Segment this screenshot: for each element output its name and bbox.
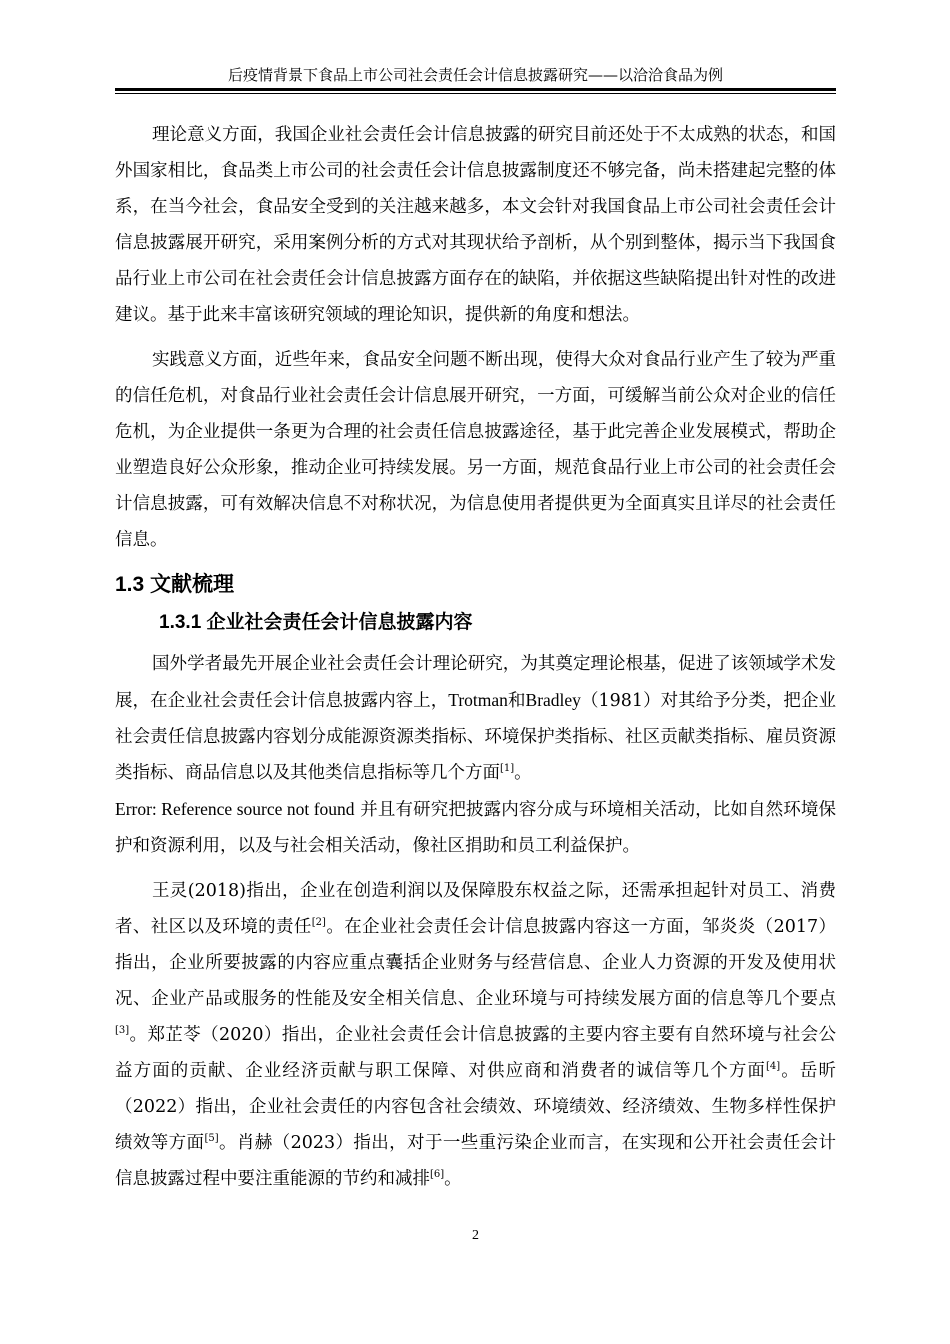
citation-ref-3[interactable]: [3] — [115, 1025, 130, 1037]
header-rule-thick — [115, 88, 836, 91]
text-run: 并且有研究把披露内容分成与环境相关活动，比如自然环境保护和资源利用，以及与社会相关活动，像社区捐助和员工利益保护。 — [115, 800, 836, 856]
running-header: 后疫情背景下食品上市公司社会责任会计信息披露研究——以洽洽食品为例 — [227, 66, 723, 84]
paragraph-foreign-research — [115, 646, 836, 864]
text-run: 和 — [507, 691, 526, 711]
body-text — [115, 117, 836, 1197]
citation-ref-1[interactable]: [1] — [500, 763, 515, 775]
author-name: Bradley — [525, 690, 581, 710]
text-run: 。 — [444, 1169, 462, 1189]
citation-ref-2[interactable]: [2] — [311, 917, 326, 929]
page-number: 2 — [472, 1228, 479, 1243]
header-rule-thin — [115, 93, 836, 94]
citation-ref-6[interactable]: [6] — [430, 1169, 445, 1181]
author-name: Trotman — [448, 690, 508, 710]
text-run: 。郑芷苓（2020）指出，企业社会责任会计信息披露的主要内容主要有自然环境与社会公益方面的贡献、企业经济贡献与职工保障、对供应商和消费者的诚信等几个方面 — [115, 1025, 836, 1081]
citation-ref-5[interactable]: [5] — [204, 1133, 219, 1145]
subsection-heading: 1.3.1 企业社会责任会计信息披露内容 — [159, 612, 473, 633]
text-run: 王灵(2018)指出，企业在创造利润以及保障股东权益之际，还需承担起针对员工、消费者、社区以及环境的责任 — [115, 881, 836, 937]
text-run: 国外学者最先开展企业社会责任会计理论研究，为其奠定理论根基，促进了该领域学术发展，在企业社会责任会计信息披露内容上， — [115, 654, 836, 711]
text-run: （1981）对其给予分类，把企业社会责任信息披露内容划分成能源资源类指标、环境保护类指标、社区贡献类指标、雇员资源类指标、商品信息以及其他类信息指标等几个方面 — [115, 691, 837, 783]
section-heading: 1.3 文献梳理 — [115, 573, 235, 596]
text-run: 。肖赫（2023）指出，对于一些重污染企业而言，在实现和公开社会责任会计信息披露过程中要注重能源的节约和减排 — [115, 1133, 836, 1189]
paragraph-theoretical-significance: 理论意义方面，我国企业社会责任会计信息披露的研究目前还处于不太成熟的状态，和国外国家相比，食品类上市公司的社会责任会计信息披露制度还不够完备，尚未搭建起完整的体系，在当今社会，食品安全受到的关注越来越多，本文会针对我国食品上市公司社会责任会计信息披露展开研究，采用案例分析的方式对其现状给予剖析，从个别到整体，揭示当下我国食品行业上市公司在社会责任会计信息披露方面存在的缺陷，并依据这些缺陷提出针对性的改进建议。基于此来丰富该研究领域的理论知识，提供新的角度和想法。 — [115, 125, 836, 325]
text-run: 。在企业社会责任会计信息披露内容这一方面，邹炎炎（2017）指出，企业所要披露的内容应重点囊括企业财务与经营信息、企业人力资源的开发及使用状况、企业产品或服务的性能及安全相关信息、企业环境与可持续发展方面的信息等几个要点 — [115, 917, 836, 1009]
paragraph-practical-significance: 实践意义方面，近些年来，食品安全问题不断出现，使得大众对食品行业产生了较为严重的信任危机，对食品行业社会责任会计信息展开研究，一方面，可缓解当前公众对企业的信任危机，为企业提供一条更为合理的社会责任信息披露途径，基于此完善企业发展模式，帮助企业塑造良好公众形象，推动企业可持续发展。另一方面，规范食品行业上市公司的社会责任会计信息披露，可有效解决信息不对称状况，为信息使用者提供更为全面真实且详尽的社会责任信息。 — [115, 350, 836, 550]
text-run: 。岳昕（2022）指出，企业社会责任的内容包含社会绩效、环境绩效、经济绩效、生物多样性保护绩效等方面 — [115, 1061, 837, 1153]
paragraph-domestic-research — [115, 873, 836, 1197]
reference-error-text: Error: Reference source not found — [115, 799, 355, 819]
text-run: 。 — [514, 763, 532, 783]
citation-ref-4[interactable]: [4] — [766, 1061, 781, 1073]
